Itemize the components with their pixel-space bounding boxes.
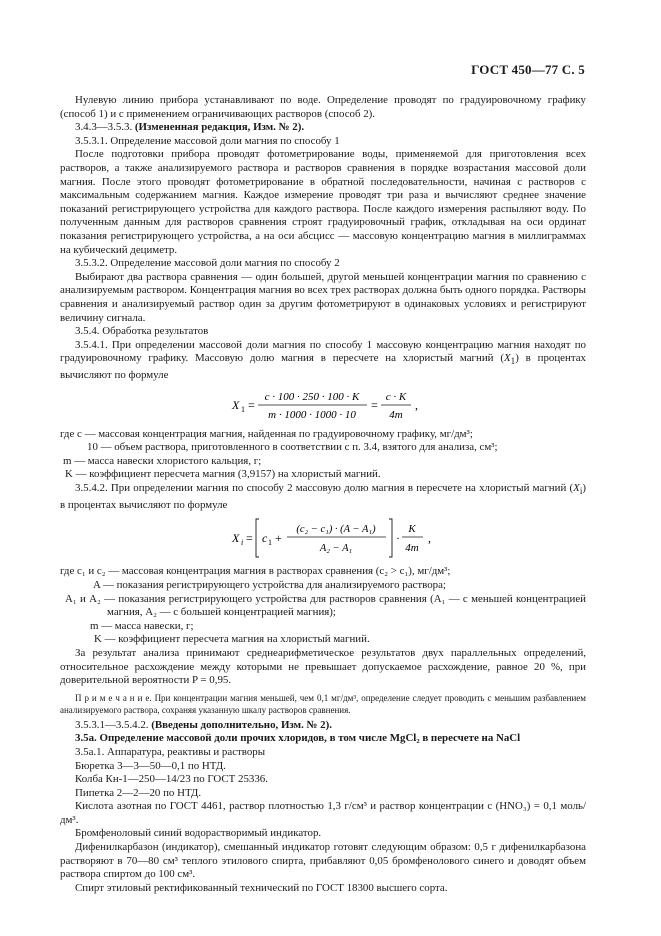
section-heading: 3.5.3.1. Определение массовой доли магния по способу 1 — [75, 134, 340, 147]
section-heading: 3.5.3.2. Определение массовой доли магния по способу 2 — [75, 257, 340, 270]
definition-m: m — масса навески хлористого кальция, г; — [63, 454, 262, 467]
page-body — [60, 94, 586, 895]
paragraph: Спирт этиловый ректификованный технический по ГОСТ 18300 высшего сорта. — [75, 881, 448, 894]
paragraph: Дифенилкарбазон (индикатор), смешанный индикатор готовят следующим образом: 0,5 г дифенилкарбазона растворяют в 70—80 см³ теплого этилового спирта, прибавляют 0,05 бромфенолового синего и доводят объем раствора спиртом до 100 см³. — [60, 841, 586, 881]
equals-sign: = — [371, 397, 378, 412]
definition-c: где c — массовая концентрация магния, найденная по градуировочному графику, мг/дм³; — [60, 427, 473, 440]
paragraph: Выбирают два раствора сравнения — один большей, другой меньшей концентрации магния по сравнению с анализируемым раствором. Концентрация магния во всех трех растворах должна быть одного порядка. Растворы сравнения и анализируемый раствор один за другим фотометрируют в одинаковых условиях и регистрируют величину сигнала. — [60, 270, 586, 324]
paragraph: Бромфеноловый синий водорастворимый индикатор. — [75, 827, 322, 840]
page-header: ГОСТ 450—77 С. 5 — [471, 62, 585, 77]
subscript-1: 1 — [268, 538, 272, 548]
formula-2-lhs: X — [232, 531, 240, 546]
formula-1 — [60, 386, 586, 424]
paragraph: 3.5.4.2. При определении магния по способу 2 массовую долю магния в пересчете на хлористый магний $(X_i)$ в процентах вычисляют по формуле — [60, 482, 586, 511]
paragraph-amendment: 3.5.3.1—3.5.4.2. (Введены дополнительно, Изм. № 2). — [75, 718, 332, 731]
note: П р и м е ч а н и е. При концентрации магния меньшей, чем 0,1 мг/дм³, определение следует проводить с меньшим разбавлением анализируемого раствора, сохраняя указанную шкалу растворов сравнения. — [60, 692, 586, 715]
definition-A1-A2: A₁ и A₂ — показания регистрирующего устройства для растворов сравнения (A₁ — с меньшей концентрацией магния, A₂ — с большей концентрацией магния); — [65, 592, 586, 619]
formula-2-c1: c — [262, 531, 268, 546]
equals-sign: = — [248, 397, 255, 412]
definition-A: A — показания регистрирующего устройства для анализируемого раствора; — [93, 578, 446, 591]
formula-2-lhs-sub: i — [241, 538, 244, 548]
equals-sign: = — [246, 531, 253, 546]
paragraph-amendment: 3.4.3—3.5.3. (Измененная редакция, Изм. № 2). — [75, 121, 305, 134]
paragraph: Колба Кн-1—250—14/23 по ГОСТ 25336. — [75, 773, 268, 786]
paragraph: Кислота азотная по ГОСТ 4461, раствор плотностью 1,3 г/см³ и раствор концентрации c (HNO₃) = 0,1 моль/дм³. — [60, 800, 586, 826]
right-bracket — [389, 519, 392, 557]
formula-1-den2: 4m — [389, 408, 403, 421]
definition-m: m — масса навески, г; — [90, 619, 194, 632]
definition-K: K — коэффициент пересчета магния на хлористый магний. — [94, 633, 370, 646]
formula-2-den: A₂ − A₁ — [319, 543, 353, 555]
formula-2 — [60, 515, 586, 561]
formula-1-lhs-sub: 1 — [241, 404, 245, 414]
left-bracket — [256, 519, 259, 557]
comma: , — [415, 397, 418, 412]
comma: , — [428, 531, 431, 546]
paragraph: Пипетка 2—2—20 по НТД. — [75, 786, 202, 799]
section-heading: 3.5а.1. Аппаратура, реактивы и растворы — [75, 745, 266, 758]
multiply-dot: · — [396, 531, 400, 546]
formula-1-lhs: X — [232, 397, 240, 412]
definition-K: K — коэффициент пересчета магния (3,9157) на хлористый магний. — [65, 468, 381, 481]
paragraph: За результат анализа принимают среднеарифметическое результатов двух параллельных определений, относительное расхождение между которыми не превышает допускаемое расхождение, равное 20 %, при доверительной вероятности P = 0,95. — [60, 646, 586, 687]
formula-1-num1: c · 100 · 250 · 100 · K — [264, 390, 360, 403]
formula-2-svg — [60, 515, 586, 561]
plus-sign: + — [275, 531, 282, 546]
formula-1-svg — [60, 386, 586, 424]
formula-2-num: (c₂ − c₁) · (A − A₁) — [296, 524, 376, 536]
formula-2-kd: 4m — [405, 542, 419, 555]
paragraph: После подготовки прибора проводят фотометрирование воды, применяемой для приготовления всех растворов, а также анализируемого раствора и растворов сравнения в порядке возрастания массовой доли магния. После этого проводят фотометрирование в обратной последовательности, начиная с растворов с максимальным содержанием магния. Каждое измерение проводят три раза и вычисляют среднее значение показаний регистрирующего устройства для каждого раствора. После каждого измерения распыляют воду. По полученным данным для растворов сравнения строят градуировочный график, откладывая на оси ординат показания регистрирующего устройства, а на оси абсцисс — массовую концентрацию магния в миллиграммах на кубический дециметр. — [60, 148, 586, 256]
definition-10: 10 — объем раствора, приготовленного в соответствии с п. 3.4, взятого для анализа, см³; — [87, 441, 498, 454]
formula-2-kn: K — [408, 523, 416, 536]
paragraph: Нулевую линию прибора устанавливают по воде. Определение проводят по градуировочному графику (способ 1) и с применением ограничивающих растворов (способ 2). — [60, 94, 586, 120]
paragraph: 3.5.4.1. При определении массовой доли магния по способу 1 массовую концентрацию магния находят по градуировочному графику. Массовую долю магния в пересчете на хлористый магний $(X_1)$ в процентах вычисляют по формуле — [60, 338, 587, 382]
definition-c1-c2: где c₁ и c₂ — массовая концентрация магния в растворах сравнения (c₂ > c₁), мг/дм³; — [60, 565, 451, 578]
paragraph: Бюретка 3—3—50—0,1 по НТД. — [75, 759, 226, 772]
section-heading: 3.5.4. Обработка результатов — [75, 325, 209, 338]
section-heading-bold: 3.5а. Определение массовой доли прочих хлоридов, в том числе MgCl₂ в пересчете на NaCl — [75, 732, 521, 745]
formula-1-den1: m · 1000 · 1000 · 10 — [268, 408, 356, 421]
formula-1-num2: c · K — [385, 390, 407, 403]
